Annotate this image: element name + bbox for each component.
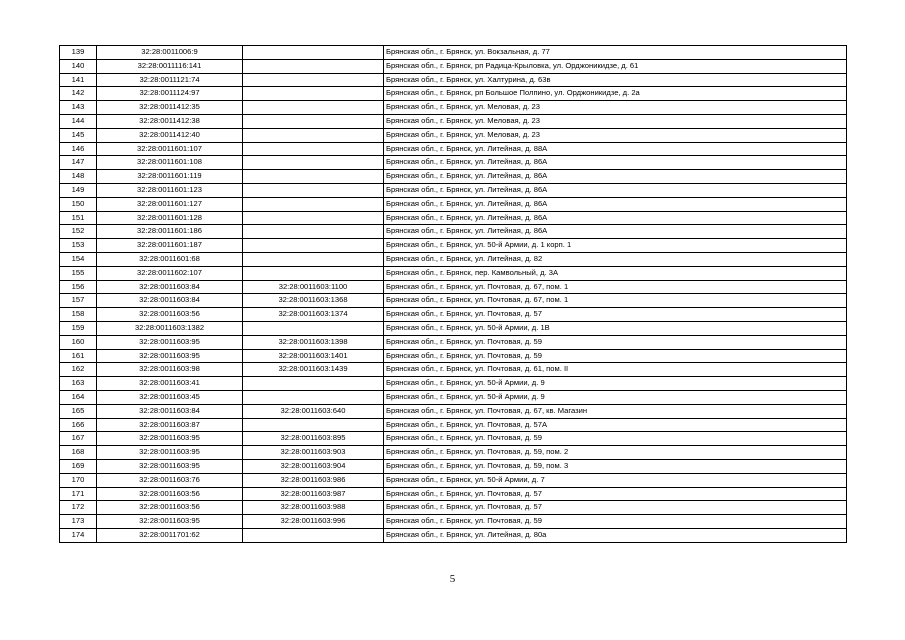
table-row <box>60 197 847 211</box>
cadastral-number-cell: 32:28:0011602:107 <box>97 266 243 280</box>
cadastral-number-cell: 32:28:0011601:68 <box>97 252 243 266</box>
row-number-cell: 145 <box>60 128 97 142</box>
table-row <box>60 252 847 266</box>
address-cell: Брянская обл., г. Брянск, ул. Почтовая, д. 67, кв. Магазин <box>384 404 847 418</box>
table-row <box>60 377 847 391</box>
address-cell: Брянская обл., г. Брянск, ул. Почтовая, д. 61, пом. II <box>384 363 847 377</box>
cadastral-number-cell: 32:28:0011603:95 <box>97 349 243 363</box>
table-row <box>60 432 847 446</box>
object-number-cell: 32:28:0011603:1100 <box>243 280 384 294</box>
cadastral-number-cell: 32:28:0011603:45 <box>97 390 243 404</box>
row-number-cell: 168 <box>60 446 97 460</box>
row-number-cell: 147 <box>60 156 97 170</box>
address-cell: Брянская обл., г. Брянск, ул. Почтовая, д. 59, пом. 3 <box>384 459 847 473</box>
row-number-cell: 161 <box>60 349 97 363</box>
address-cell: Брянская обл., г. Брянск, ул. Почтовая, д. 67, пом. 1 <box>384 294 847 308</box>
table-row <box>60 418 847 432</box>
cadastral-number-cell: 32:28:0011603:41 <box>97 377 243 391</box>
object-number-cell <box>243 225 384 239</box>
cadastral-number-cell: 32:28:0011124:97 <box>97 87 243 101</box>
cadastral-number-cell: 32:28:0011603:84 <box>97 280 243 294</box>
cadastral-number-cell: 32:28:0011603:56 <box>97 501 243 515</box>
object-number-cell <box>243 59 384 73</box>
row-number-cell: 139 <box>60 46 97 60</box>
object-number-cell <box>243 183 384 197</box>
object-number-cell <box>243 128 384 142</box>
table-row <box>60 501 847 515</box>
cadastral-number-cell: 32:28:0011116:141 <box>97 59 243 73</box>
address-cell: Брянская обл., г. Брянск, ул. Меловая, д. 23 <box>384 101 847 115</box>
address-cell: Брянская обл., г. Брянск, ул. Литейная, д. 86А <box>384 211 847 225</box>
cadastral-table <box>59 45 847 543</box>
cadastral-number-cell: 32:28:0011601:108 <box>97 156 243 170</box>
object-number-cell <box>243 377 384 391</box>
row-number-cell: 163 <box>60 377 97 391</box>
object-number-cell <box>243 101 384 115</box>
object-number-cell <box>243 418 384 432</box>
row-number-cell: 173 <box>60 515 97 529</box>
table-row <box>60 266 847 280</box>
object-number-cell: 32:28:0011603:996 <box>243 515 384 529</box>
table-row <box>60 101 847 115</box>
object-number-cell <box>243 170 384 184</box>
object-number-cell: 32:28:0011603:1368 <box>243 294 384 308</box>
row-number-cell: 174 <box>60 528 97 542</box>
object-number-cell <box>243 114 384 128</box>
table-row <box>60 225 847 239</box>
address-cell: Брянская обл., г. Брянск, ул. Почтовая, д. 59 <box>384 349 847 363</box>
row-number-cell: 171 <box>60 487 97 501</box>
row-number-cell: 169 <box>60 459 97 473</box>
table-row <box>60 170 847 184</box>
row-number-cell: 157 <box>60 294 97 308</box>
row-number-cell: 158 <box>60 308 97 322</box>
address-cell: Брянская обл., г. Брянск, ул. Почтовая, д. 59 <box>384 335 847 349</box>
table-row <box>60 59 847 73</box>
address-cell: Брянская обл., г. Брянск, ул. Литейная, д. 86А <box>384 156 847 170</box>
table-row <box>60 239 847 253</box>
address-cell: Брянская обл., г. Брянск, ул. Литейная, д. 86А <box>384 183 847 197</box>
cadastral-number-cell: 32:28:0011603:84 <box>97 294 243 308</box>
object-number-cell: 32:28:0011603:1439 <box>243 363 384 377</box>
page-number: 5 <box>449 573 456 585</box>
address-cell: Брянская обл., г. Брянск, ул. Почтовая, д. 57 <box>384 308 847 322</box>
table-row <box>60 487 847 501</box>
cadastral-number-cell: 32:28:0011601:107 <box>97 142 243 156</box>
object-number-cell: 32:28:0011603:640 <box>243 404 384 418</box>
cadastral-number-cell: 32:28:0011601:187 <box>97 239 243 253</box>
table-row <box>60 321 847 335</box>
address-cell: Брянская обл., г. Брянск, ул. Почтовая, д. 59 <box>384 515 847 529</box>
table-row <box>60 156 847 170</box>
row-number-cell: 148 <box>60 170 97 184</box>
cadastral-number-cell: 32:28:0011412:35 <box>97 101 243 115</box>
address-cell: Брянская обл., г. Брянск, ул. Вокзальная, д. 77 <box>384 46 847 60</box>
object-number-cell: 32:28:0011603:904 <box>243 459 384 473</box>
object-number-cell: 32:28:0011603:1401 <box>243 349 384 363</box>
row-number-cell: 160 <box>60 335 97 349</box>
object-number-cell <box>243 142 384 156</box>
address-cell: Брянская обл., г. Брянск, ул. Литейная, д. 88А <box>384 142 847 156</box>
cadastral-number-cell: 32:28:0011601:128 <box>97 211 243 225</box>
address-cell: Брянская обл., г. Брянск, ул. Литейная, д. 80а <box>384 528 847 542</box>
table-row <box>60 280 847 294</box>
cadastral-number-cell: 32:28:0011412:40 <box>97 128 243 142</box>
row-number-cell: 141 <box>60 73 97 87</box>
address-cell: Брянская обл., г. Брянск, ул. 50-й Армии, д. 1В <box>384 321 847 335</box>
address-cell: Брянская обл., г. Брянск, ул. 50-й Армии, д. 9 <box>384 377 847 391</box>
row-number-cell: 144 <box>60 114 97 128</box>
address-cell: Брянская обл., г. Брянск, ул. Халтурина, д. 63в <box>384 73 847 87</box>
cadastral-number-cell: 32:28:0011006:9 <box>97 46 243 60</box>
object-number-cell <box>243 266 384 280</box>
cadastral-number-cell: 32:28:0011121:74 <box>97 73 243 87</box>
table-row <box>60 114 847 128</box>
table-row <box>60 515 847 529</box>
table-row <box>60 349 847 363</box>
address-cell: Брянская обл., г. Брянск, ул. Литейная, д. 86А <box>384 197 847 211</box>
cadastral-number-cell: 32:28:0011601:186 <box>97 225 243 239</box>
address-cell: Брянская обл., г. Брянск, ул. Литейная, д. 86А <box>384 170 847 184</box>
row-number-cell: 166 <box>60 418 97 432</box>
address-cell: Брянская обл., г. Брянск, ул. Почтовая, д. 57 <box>384 501 847 515</box>
object-number-cell <box>243 156 384 170</box>
row-number-cell: 150 <box>60 197 97 211</box>
row-number-cell: 170 <box>60 473 97 487</box>
cadastral-number-cell: 32:28:0011603:76 <box>97 473 243 487</box>
object-number-cell <box>243 252 384 266</box>
cadastral-number-cell: 32:28:0011603:98 <box>97 363 243 377</box>
cadastral-number-cell: 32:28:0011603:95 <box>97 335 243 349</box>
row-number-cell: 151 <box>60 211 97 225</box>
object-number-cell <box>243 211 384 225</box>
object-number-cell <box>243 321 384 335</box>
object-number-cell: 32:28:0011603:895 <box>243 432 384 446</box>
object-number-cell <box>243 239 384 253</box>
table-row <box>60 363 847 377</box>
row-number-cell: 159 <box>60 321 97 335</box>
address-cell: Брянская обл., г. Брянск, ул. Меловая, д. 23 <box>384 128 847 142</box>
address-cell: Брянская обл., г. Брянск, рп Большое Полпино, ул. Орджоникидзе, д. 2а <box>384 87 847 101</box>
cadastral-number-cell: 32:28:0011412:38 <box>97 114 243 128</box>
object-number-cell <box>243 73 384 87</box>
object-number-cell: 32:28:0011603:988 <box>243 501 384 515</box>
address-cell: Брянская обл., г. Брянск, пер. Камвольный, д. 3А <box>384 266 847 280</box>
row-number-cell: 143 <box>60 101 97 115</box>
object-number-cell <box>243 87 384 101</box>
row-number-cell: 140 <box>60 59 97 73</box>
table-row <box>60 404 847 418</box>
address-cell: Брянская обл., г. Брянск, ул. Меловая, д. 23 <box>384 114 847 128</box>
object-number-cell: 32:28:0011603:903 <box>243 446 384 460</box>
cadastral-number-cell: 32:28:0011603:56 <box>97 308 243 322</box>
table-row <box>60 211 847 225</box>
cadastral-number-cell: 32:28:0011603:95 <box>97 459 243 473</box>
row-number-cell: 165 <box>60 404 97 418</box>
address-cell: Брянская обл., г. Брянск, ул. Почтовая, д. 57 <box>384 487 847 501</box>
cadastral-number-cell: 32:28:0011603:87 <box>97 418 243 432</box>
table-row <box>60 294 847 308</box>
row-number-cell: 172 <box>60 501 97 515</box>
address-cell: Брянская обл., г. Брянск, ул. 50-й Армии, д. 9 <box>384 390 847 404</box>
table-row <box>60 459 847 473</box>
cadastral-number-cell: 32:28:0011603:95 <box>97 432 243 446</box>
row-number-cell: 156 <box>60 280 97 294</box>
address-cell: Брянская обл., г. Брянск, ул. Почтовая, д. 57А <box>384 418 847 432</box>
cadastral-number-cell: 32:28:0011603:95 <box>97 446 243 460</box>
address-cell: Брянская обл., г. Брянск, ул. Литейная, д. 82 <box>384 252 847 266</box>
table-row <box>60 183 847 197</box>
object-number-cell: 32:28:0011603:1398 <box>243 335 384 349</box>
cadastral-number-cell: 32:28:0011601:119 <box>97 170 243 184</box>
table-row <box>60 335 847 349</box>
object-number-cell <box>243 390 384 404</box>
table-row <box>60 528 847 542</box>
table-row <box>60 390 847 404</box>
row-number-cell: 154 <box>60 252 97 266</box>
object-number-cell <box>243 197 384 211</box>
address-cell: Брянская обл., г. Брянск, ул. Почтовая, д. 59, пом. 2 <box>384 446 847 460</box>
table-row <box>60 473 847 487</box>
cadastral-number-cell: 32:28:0011601:127 <box>97 197 243 211</box>
address-cell: Брянская обл., г. Брянск, ул. Почтовая, д. 59 <box>384 432 847 446</box>
object-number-cell: 32:28:0011603:986 <box>243 473 384 487</box>
table-row <box>60 308 847 322</box>
table-row <box>60 142 847 156</box>
object-number-cell: 32:28:0011603:987 <box>243 487 384 501</box>
row-number-cell: 149 <box>60 183 97 197</box>
row-number-cell: 155 <box>60 266 97 280</box>
cadastral-number-cell: 32:28:0011603:95 <box>97 515 243 529</box>
row-number-cell: 146 <box>60 142 97 156</box>
row-number-cell: 164 <box>60 390 97 404</box>
table-row <box>60 46 847 60</box>
object-number-cell: 32:28:0011603:1374 <box>243 308 384 322</box>
table-body <box>60 46 847 543</box>
address-cell: Брянская обл., г. Брянск, ул. Почтовая, д. 67, пом. 1 <box>384 280 847 294</box>
table-row <box>60 73 847 87</box>
address-cell: Брянская обл., г. Брянск, ул. 50-й Армии, д. 7 <box>384 473 847 487</box>
address-cell: Брянская обл., г. Брянск, ул. Литейная, д. 86А <box>384 225 847 239</box>
object-number-cell <box>243 528 384 542</box>
row-number-cell: 153 <box>60 239 97 253</box>
table-row <box>60 128 847 142</box>
address-cell: Брянская обл., г. Брянск, ул. 50-й Армии, д. 1 корп. 1 <box>384 239 847 253</box>
row-number-cell: 152 <box>60 225 97 239</box>
cadastral-number-cell: 32:28:0011603:84 <box>97 404 243 418</box>
object-number-cell <box>243 46 384 60</box>
row-number-cell: 162 <box>60 363 97 377</box>
cadastral-number-cell: 32:28:0011603:1382 <box>97 321 243 335</box>
row-number-cell: 142 <box>60 87 97 101</box>
cadastral-number-cell: 32:28:0011603:56 <box>97 487 243 501</box>
table-row <box>60 87 847 101</box>
row-number-cell: 167 <box>60 432 97 446</box>
cadastral-number-cell: 32:28:0011601:123 <box>97 183 243 197</box>
address-cell: Брянская обл., г. Брянск, рп Радица-Крыловка, ул. Орджоникидзе, д. 61 <box>384 59 847 73</box>
table-row <box>60 446 847 460</box>
cadastral-number-cell: 32:28:0011701:62 <box>97 528 243 542</box>
